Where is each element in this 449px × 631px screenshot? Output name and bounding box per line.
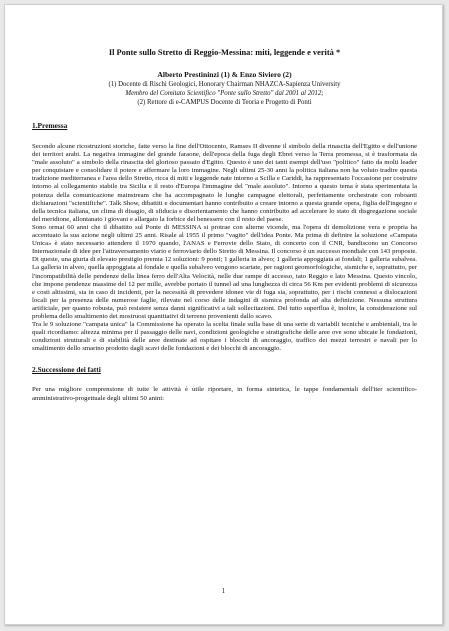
paragraph-4: Per una migliore comprensione di tutte le attività è utile riportare, in forma sintetica, le tappe fondamentali dell'iter scientifico-amministrativo-progettuale degli ultimi 50 anini: — [32, 386, 417, 402]
page-number: 1 — [221, 588, 226, 595]
paragraph-1: Secondo alcune ricostruzioni storiche, fatte verso la fine dell'Ottocento, Ramses II divenne il simbolo della rinascita dell'Egitto e dell'unione dei territori arabi. La negativa immagine del grande faraone, dell'epoca della fuga degli Ebrei verso la Terra promessa, si è trasformata da "male assoluto" a simbolo della rinascita del glorioso passato d'Egitto. Questo è uno dei tanti esempi dell'uso "politico" fatto da molti leader per conquistare e consolidare il potere e affermare la loro immagine. Negli ultimi 25-30 anni la politica italiana non ha voluto tradire questa tradizione mediterranea e l'area dello Stretto, ricca di miti e leggende nate intorno a Scilla e Cariddi, ha rappresentato l'occasione per costruire intorno al collegamento stabile tra Sicilia e il resto d'Europa l'immagine del "male assoluto". Intorno a questo tema è stata sperimentata la potenza della comunicazione mainstream che ha accompagnato le lunghe campagne elettorali, perfettamente orchestrate con roboanti dichiarazioni "scientifiche". Talk Show, dibattiti e documentari hanno contribuito a creare intorno a questa grande opera, figlia dell'ingegno e della tecnica italiana, un clima di disagio, di sfiducia e disorientamento che hanno contribuito ad accelerare lo stato di disgregazione sociale del meridione, allontanato i giovani e allargato la forbice del benessere con il resto del paese. — [32, 143, 417, 223]
affiliation-1-membership: Membro del Comitato Scientifico "Ponte sullo Stretto" dal 2001 al 2012; — [125, 90, 324, 97]
paragraph-3: Tra le 9 soluzione "campata unica" la Commissione ha operato la scelta finale sulla base di una serie di variabili tecniche e ambientali, tra le quali ricordiamo: altezza minima per il passaggio delle navi, condizioni geologiche e stratigrafiche delle aree ove sono ubicate le fondazioni, condizioni strutturali e di stabilità delle aree destinate ad ospitare i blocchi di ancoraggio, traffico dei mezzi terrestri e navali per lo smaltimento dello smarino prodotto dagli scavi delle fondazioni e dei blocchi di ancoraggio. — [32, 321, 417, 353]
affiliation-1: (1) Docente di Rischi Geologici, Honorary Chairman NHAZCA-Sapienza University — [108, 81, 341, 88]
document-authors: Alberto Prestininzi (1) & Enzo Siviero (2) — [157, 70, 292, 79]
document-title: Il Ponte sullo Stretto di Reggio-Messina: miti, leggende e verità * — [108, 48, 341, 57]
affiliation-2: (2) Rettore di e-CAMPUS Docente di Teoria e Progetto di Ponti — [137, 99, 312, 106]
paragraph-2: Sono ormai 60 anni che il dibattito sul Ponte di MESSINA si protrae con alterne vicende, ma l'opera di demolizione vera e propria ha accentuato la sua azione negli ultimi 25 anni. Risale al 1955 il primo "vagito" dell'idea Ponte. Ma prima di definire la soluzione «Campata Unica» è stato necessario attendere il 1970 quando, l'ANAS e Ferrovie dello Stato, di concerto con il CNR, bandiscono un Concorso Internazionale di idee per l'attraversamento viario e ferroviario dello Stretto di Messina. Il concorso è un successo mondiale con 143 proposte. Di queste, una giuria di elevato prestigio premia 12 soluzioni: 9 ponti; 1 galleria in alveo; 1 galleria appoggiata ai fondali; 1 galleria subalvea. La galleria in alveo, quella appoggiata al fondale e quella subalveo vengono scartate, per ragioni geomorfologiche, sismiche e, soprattutto, per l'incompatibilità delle pendenze della linea ferro dell'Alta Velocità, nelle due rampe di accesso, tato Reggio e lato Messina. Questo vincolo, che impone pendenze massime del 12 per mille, avrebbe portato il tunnel ad una lunghezza di circa 56 Km per evidenti problemi di sicurezza e costi altissimi, sia in caso di incidenti, per la necessità di prevedere idonee vie di fuga sia, soprattutto, per i rischi connessi a dislocazioni locali per la presenza delle numerose faglie, rilevate nel corso delle indagini di sismica profonda ad alta definizione. Nessuna struttura artificiale, per quanto robusta, può resistere senza danni significativi a tali sollecitazioni. Del tutto superflua è, inoltre, la considerazione sul problema dello smaltimento dei mostruosi quantitativi di terreno provenienti dallo scavo. — [32, 223, 417, 320]
section-heading-premessa: 1.Premessa — [32, 121, 68, 130]
document-page — [4, 4, 443, 625]
page-content — [32, 47, 417, 403]
section-heading-successione: 2.Successione dei fatti — [32, 365, 101, 375]
